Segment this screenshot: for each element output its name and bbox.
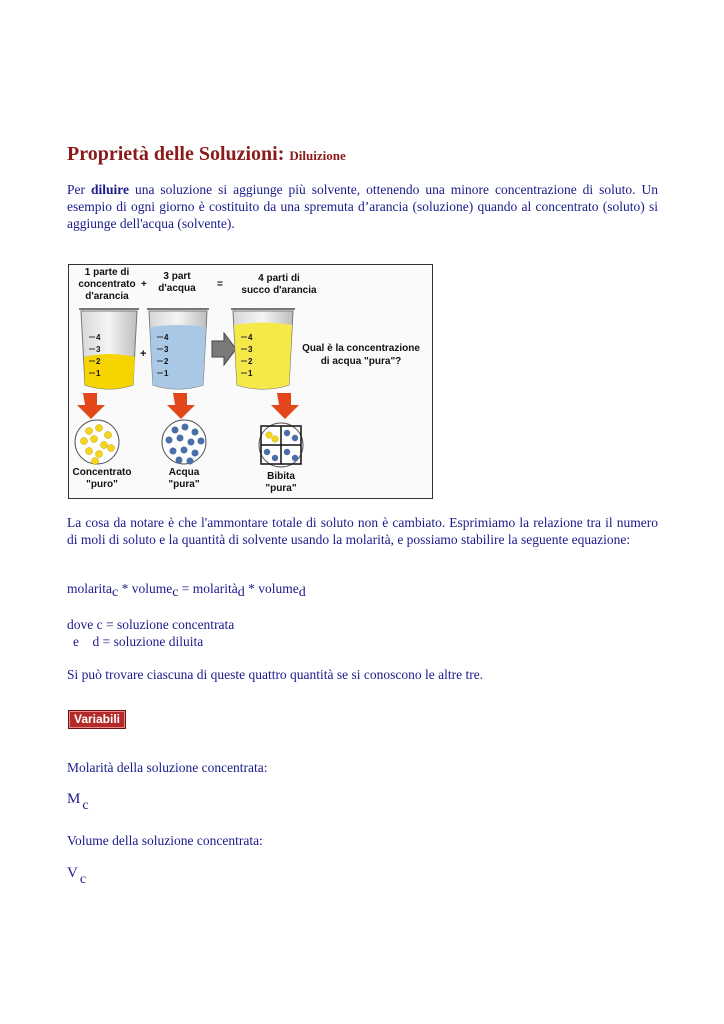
variable-subscript: c <box>79 872 87 887</box>
tick-j-1: 1 <box>248 369 253 378</box>
label-concentrate-bottom-2: "puro" <box>86 479 118 490</box>
label-concentrate-top-1: 1 parte di <box>84 267 130 278</box>
explanation-paragraph: La cosa da notare è che l'ammontare totale di soluto non è cambiato. Esprimiamo la relazione tra il numero di moli di soluto e la quantità di solvente usando la molarità, e possiamo stabilire la seguente equazione: <box>67 515 658 547</box>
label-plus-top: + <box>141 279 147 290</box>
tick-w-4: 4 <box>164 333 169 342</box>
formula-sub: d <box>298 585 306 600</box>
tick-w-1: 1 <box>164 369 169 378</box>
tick-c-4: 4 <box>96 333 101 342</box>
tick-w-2: 2 <box>164 357 169 366</box>
beaker-juice <box>231 309 295 389</box>
dilution-formula <box>67 581 306 601</box>
page-title <box>67 143 346 166</box>
label-juice-top-2: succo d'arancia <box>241 285 317 296</box>
question-line-2: di acqua "pura"? <box>320 356 402 367</box>
tick-w-3: 3 <box>164 345 169 354</box>
variable-subscript: c <box>82 798 89 813</box>
formula-sub: c <box>172 585 179 600</box>
variable-symbol: V <box>67 865 78 881</box>
label-water-top-1: 3 part <box>163 271 191 282</box>
tick-c-1: 1 <box>96 369 101 378</box>
beaker-water <box>147 309 209 389</box>
label-juice-bottom-1: Bibita <box>267 471 295 482</box>
particles-juice <box>259 423 303 467</box>
formula-term: molarita <box>67 581 112 596</box>
arrow-down-icon <box>77 393 105 419</box>
variable-label-volume: Volume della soluzione concentrata: <box>67 833 263 848</box>
label-concentrate-top-2: concentrato <box>78 279 136 290</box>
formula-op: * <box>118 581 132 596</box>
label-water-top-2: d'acqua <box>158 283 196 294</box>
variables-badge: Variabili <box>68 710 126 729</box>
label-water-bottom-2: "pura" <box>168 479 200 490</box>
label-equals-top: = <box>217 279 223 290</box>
label-water-bottom-1: Acqua <box>168 467 200 478</box>
question-line-1: Qual è la concentrazione <box>302 343 420 354</box>
formula-sub: d <box>237 585 245 600</box>
tick-c-2: 2 <box>96 357 101 366</box>
dilution-illustration-svg <box>69 265 432 498</box>
formula-eq: = <box>178 581 193 596</box>
tick-j-2: 2 <box>248 357 253 366</box>
tick-j-4: 4 <box>248 333 253 342</box>
variable-label-molarity: Molarità della soluzione concentrata: <box>67 760 268 775</box>
formula-term: volume <box>258 581 299 596</box>
intro-paragraph <box>67 181 658 232</box>
arrow-down-icon <box>271 393 299 419</box>
definition-line-1: dove c = soluzione concentrata <box>67 617 235 632</box>
formula-op: * <box>244 581 259 596</box>
label-concentrate-bottom-1: Concentrato <box>72 467 132 478</box>
label-concentrate-top-3: d'arancia <box>85 291 129 302</box>
intro-pre: Per <box>67 182 91 197</box>
title-main: Proprietà delle Soluzioni: <box>67 143 285 165</box>
variable-symbol: M <box>67 791 81 807</box>
label-juice-bottom-2: "pura" <box>265 483 297 494</box>
definitions <box>67 616 234 650</box>
dilution-illustration <box>68 264 433 499</box>
mix-arrow-icon <box>212 333 236 365</box>
variable-symbol-volume <box>67 865 86 888</box>
title-sub: Diluizione <box>289 148 346 163</box>
particles-concentrate <box>75 420 119 465</box>
intro-bold: diluire <box>90 182 129 197</box>
label-juice-top-1: 4 parti di <box>258 273 300 284</box>
formula-term: molarità <box>192 581 238 596</box>
tick-j-3: 3 <box>248 345 253 354</box>
formula-sub: c <box>111 585 119 600</box>
formula-term: volume <box>131 581 173 596</box>
variable-symbol-molarity <box>67 791 89 814</box>
definition-line-2: e d = soluzione diluita <box>73 634 204 649</box>
particles-water <box>162 420 206 465</box>
intro-post: una soluzione si aggiunge più solvente, ottenendo una minore concentrazione di soluto. Un esempio di ogni giorno è costituito da una spremuta d’arancia (soluzione) quando al concentrato (soluto) si aggiunge dell'acqua (solvente). <box>67 182 658 231</box>
tick-c-3: 3 <box>96 345 101 354</box>
arrow-down-icon <box>167 393 195 419</box>
beaker-concentrate <box>79 309 139 389</box>
label-plus-mid: + <box>140 348 147 360</box>
note-paragraph: Si può trovare ciascuna di queste quattro quantità se si conoscono le altre tre. <box>67 667 484 682</box>
